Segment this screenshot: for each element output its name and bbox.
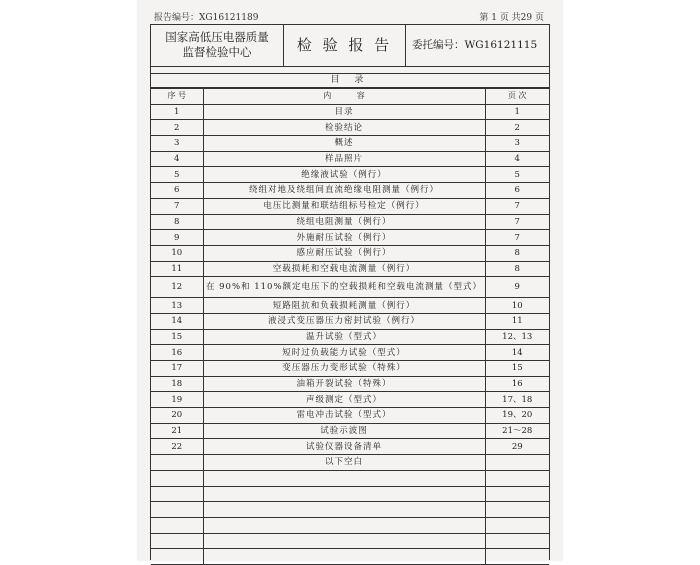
toc-cell-content: 雷电冲击试验（型式）	[203, 408, 485, 424]
toc-blank-row	[151, 470, 549, 486]
toc-cell-page: 19、20	[485, 408, 549, 424]
toc-cell-content: 油箱开裂试验（特殊）	[203, 376, 485, 392]
toc-cell-page: 10	[485, 298, 549, 314]
toc-cell-page: 2	[485, 120, 549, 136]
toc-closing-text: 以下空白	[203, 455, 485, 471]
toc-cell-no: 20	[151, 408, 203, 424]
toc-row	[151, 298, 549, 314]
org-line-2: 监督检验中心	[182, 45, 252, 59]
delegate-value: WG16121115	[464, 39, 538, 51]
toc-row	[151, 439, 549, 455]
toc-cell-page: 7	[485, 198, 549, 214]
toc-cell-content: 在 90%和 110%额定电压下的空载损耗和空载电流测量（型式）	[203, 277, 485, 298]
toc-cell-page: 9	[485, 277, 549, 298]
toc-row	[151, 261, 549, 277]
toc-cell-no	[151, 486, 203, 502]
toc-cell-content: 短时过负载能力试验（型式）	[203, 345, 485, 361]
toc-cell-page	[485, 470, 549, 486]
toc-cell-page: 17、18	[485, 392, 549, 408]
toc-row	[151, 136, 549, 152]
toc-cell-page: 3	[485, 136, 549, 152]
toc-cell-content: 绝缘液试验（例行）	[203, 167, 485, 183]
toc-cell-page: 1	[485, 104, 549, 120]
toc-cell-no: 1	[151, 104, 203, 120]
toc-cell-page	[485, 502, 549, 518]
toc-cell-content: 检验结论	[203, 120, 485, 136]
toc-cell-content: 目录	[203, 104, 485, 120]
toc-row	[151, 392, 549, 408]
toc-cell-page: 12、13	[485, 329, 549, 345]
toc-cell-page: 8	[485, 261, 549, 277]
divider	[151, 66, 549, 74]
toc-cell-no: 7	[151, 198, 203, 214]
toc-cell-no	[151, 533, 203, 549]
col-header-page: 页 次	[485, 89, 549, 105]
toc-cell-no: 16	[151, 345, 203, 361]
toc-row	[151, 151, 549, 167]
toc-row	[151, 329, 549, 345]
toc-cell-no: 21	[151, 423, 203, 439]
toc-cell-no: 15	[151, 329, 203, 345]
toc-cell-content: 温升试验（型式）	[203, 329, 485, 345]
toc-cell-page: 8	[485, 245, 549, 261]
toc-row	[151, 120, 549, 136]
toc-cell-content	[203, 517, 485, 533]
toc-cell-no: 2	[151, 120, 203, 136]
toc-row	[151, 423, 549, 439]
col-header-no: 序 号	[151, 89, 203, 105]
toc-cell-page: 6	[485, 183, 549, 199]
toc-cell-page	[485, 533, 549, 549]
toc-cell-no: 22	[151, 439, 203, 455]
toc-table	[151, 88, 549, 565]
toc-cell-content: 液浸式变压器压力密封试验（例行）	[203, 313, 485, 329]
toc-row	[151, 104, 549, 120]
toc-blank-row	[151, 549, 549, 565]
toc-cell-page: 14	[485, 345, 549, 361]
toc-cell-page	[485, 455, 549, 471]
toc-blank-row	[151, 486, 549, 502]
report-number-label: 报告编号：	[154, 13, 200, 23]
toc-cell-page: 7	[485, 214, 549, 230]
toc-cell-page: 4	[485, 151, 549, 167]
toc-row	[151, 167, 549, 183]
toc-row	[151, 376, 549, 392]
toc-cell-no: 3	[151, 136, 203, 152]
toc-cell-no: 19	[151, 392, 203, 408]
report-frame	[150, 24, 550, 560]
org-line-1: 国家高低压电器质量	[165, 30, 269, 44]
toc-blank-row	[151, 517, 549, 533]
toc-cell-no	[151, 549, 203, 565]
toc-cell-no: 6	[151, 183, 203, 199]
toc-cell-page: 11	[485, 313, 549, 329]
toc-cell-page: 15	[485, 361, 549, 377]
toc-cell-no	[151, 502, 203, 518]
toc-cell-content: 试验仪器设备清单	[203, 439, 485, 455]
toc-cell-no: 4	[151, 151, 203, 167]
toc-cell-page	[485, 517, 549, 533]
toc-cell-content: 外施耐压试验（例行）	[203, 230, 485, 246]
toc-blank-row	[151, 533, 549, 549]
toc-cell-page: 7	[485, 230, 549, 246]
toc-row	[151, 245, 549, 261]
page-info: 第 1 页 共29 页	[479, 13, 544, 23]
toc-cell-page: 21～28	[485, 423, 549, 439]
toc-cell-page	[485, 549, 549, 565]
toc-cell-content: 样品照片	[203, 151, 485, 167]
toc-row	[151, 345, 549, 361]
toc-cell-no: 12	[151, 277, 203, 298]
toc-cell-no: 11	[151, 261, 203, 277]
toc-closing-row	[151, 455, 549, 471]
toc-cell-content	[203, 549, 485, 565]
toc-cell-no	[151, 470, 203, 486]
toc-cell-content: 短路阻抗和负载损耗测量（例行）	[203, 298, 485, 314]
toc-cell-content: 试验示波图	[203, 423, 485, 439]
toc-cell-page: 5	[485, 167, 549, 183]
col-header-content: 内 容	[203, 89, 485, 105]
toc-cell-content: 感应耐压试验（例行）	[203, 245, 485, 261]
report-number: XG16121189	[199, 13, 259, 23]
title-block	[151, 25, 549, 67]
toc-title: 目 录	[151, 74, 549, 88]
toc-cell-page: 29	[485, 439, 549, 455]
toc-cell-content: 空载损耗和空载电流测量（例行）	[203, 261, 485, 277]
toc-cell-content: 变压器压力变形试验（特殊）	[203, 361, 485, 377]
toc-blank-row	[151, 502, 549, 518]
toc-cell-content: 绕组电阻测量（例行）	[203, 214, 485, 230]
toc-cell-no: 8	[151, 214, 203, 230]
toc-cell-content	[203, 486, 485, 502]
toc-row	[151, 198, 549, 214]
toc-cell-content: 绕组对地及绕组间直流绝缘电阻测量（例行）	[203, 183, 485, 199]
toc-row	[151, 277, 549, 298]
toc-cell-content	[203, 470, 485, 486]
toc-row	[151, 230, 549, 246]
toc-cell-no: 17	[151, 361, 203, 377]
toc-cell-no: 13	[151, 298, 203, 314]
report-number-header	[154, 10, 258, 23]
toc-row	[151, 408, 549, 424]
toc-cell-no: 14	[151, 313, 203, 329]
toc-cell-page	[485, 486, 549, 502]
toc-cell-content: 声级测定（型式）	[203, 392, 485, 408]
toc-cell-content: 概述	[203, 136, 485, 152]
toc-cell-no: 9	[151, 230, 203, 246]
toc-row	[151, 313, 549, 329]
toc-cell-no: 5	[151, 167, 203, 183]
toc-header-row	[151, 89, 549, 105]
toc-cell-content	[203, 533, 485, 549]
toc-row	[151, 214, 549, 230]
delegate-number	[406, 25, 549, 66]
toc-cell-no	[151, 455, 203, 471]
toc-cell-page: 16	[485, 376, 549, 392]
toc-row	[151, 183, 549, 199]
organization-name	[151, 25, 284, 66]
toc-cell-no	[151, 517, 203, 533]
toc-cell-no: 10	[151, 245, 203, 261]
report-page	[138, 0, 562, 560]
toc-row	[151, 361, 549, 377]
toc-cell-content: 电压比测量和联结组标号检定（例行）	[203, 198, 485, 214]
delegate-label: 委托编号：	[412, 39, 465, 51]
toc-cell-no: 18	[151, 376, 203, 392]
toc-cell-content	[203, 502, 485, 518]
report-title: 检 验 报 告	[284, 25, 406, 66]
